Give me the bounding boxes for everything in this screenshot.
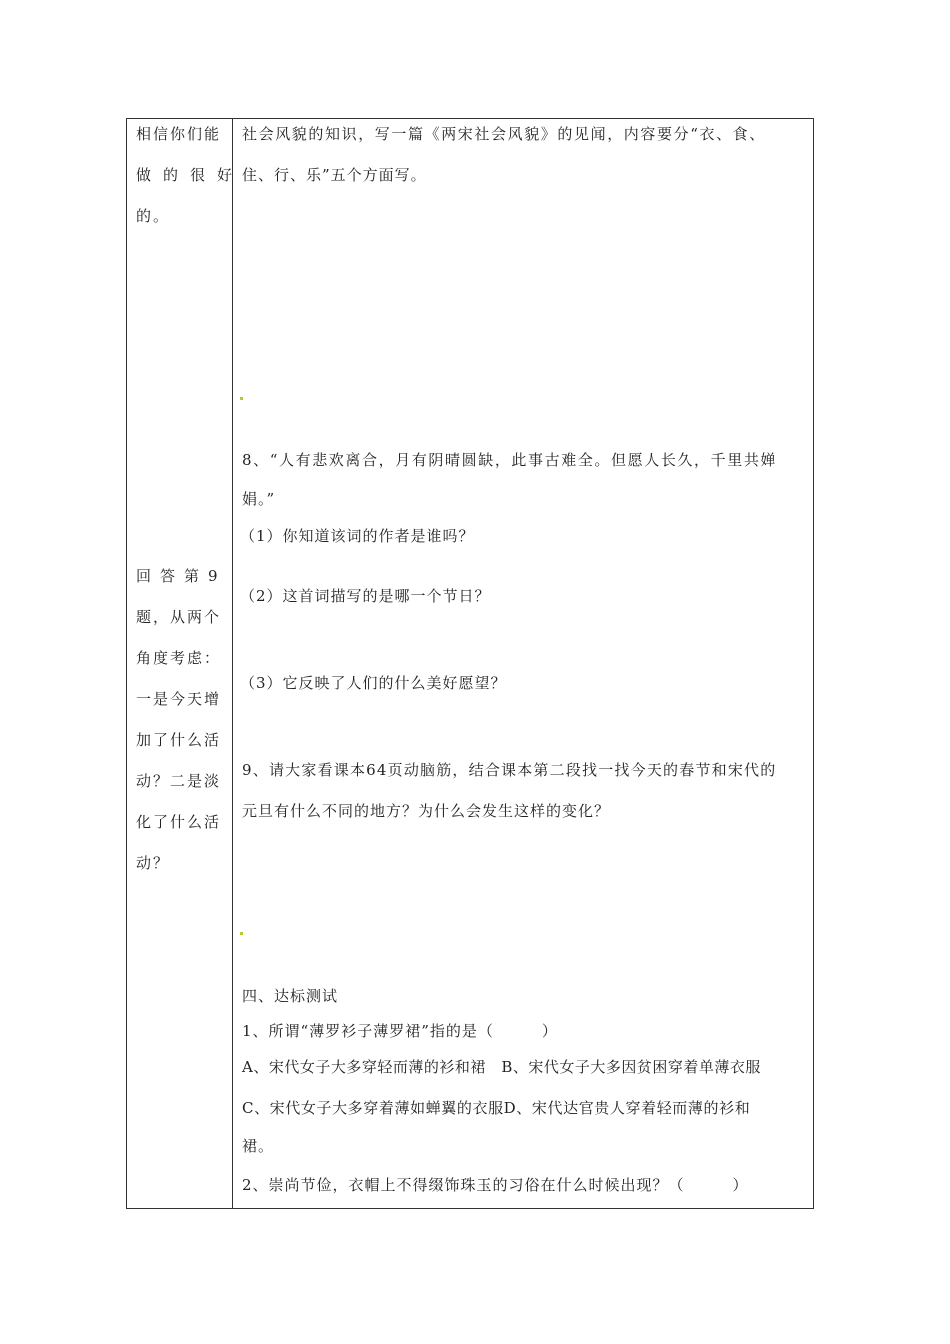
note2-line7: 化了什么活: [136, 813, 222, 831]
note1-line2: 做的很好: [136, 166, 245, 184]
q8-quote-line2: 娟。”: [242, 490, 276, 508]
q1-options-line1: A、宋代女子大多穿轻而薄的衫和裙 B、宋代女子大多因贫困穿着单薄衣服: [242, 1058, 761, 1076]
note2-line6: 动？二是淡: [136, 772, 222, 790]
q7-line1: 社会风貌的知识，写一篇《两宋社会风貌》的见闻，内容要分“衣、食、: [242, 125, 766, 143]
note1-line1: 相信你们能: [136, 125, 222, 143]
green-marker: [240, 932, 243, 935]
note2-line4: 一是今天增: [136, 690, 222, 708]
q9-line2: 元旦有什么不同的地方？为什么会发生这样的变化？: [242, 802, 611, 820]
note1-line3: 的。: [136, 207, 171, 225]
column-divider: [232, 119, 233, 1208]
q8-quote-line1: 8、“人有悲欢离合，月有阴晴圆缺，此事古难全。但愿人长久，千里共婵: [242, 451, 778, 469]
section4-heading: 四、达标测试: [242, 987, 339, 1005]
note2-line5: 加了什么活: [136, 731, 222, 749]
green-marker: [240, 397, 243, 400]
q1-options-line2: C、宋代女子大多穿着薄如蝉翼的衣服D、宋代达官贵人穿着轻而薄的衫和: [242, 1099, 751, 1117]
note2-line3: 角度考虑：: [136, 649, 222, 667]
q9-line1: 9、请大家看课本64页动脑筋，结合课本第二段找一找今天的春节和宋代的: [242, 761, 777, 779]
note2-line2: 题，从两个: [136, 608, 222, 626]
q8-sub1: （1）你知道该词的作者是谁吗？: [240, 527, 475, 545]
note2-line8: 动？: [136, 854, 171, 872]
q1-options-line3: 裙。: [242, 1137, 275, 1155]
q7-line2: 住、行、乐”五个方面写。: [242, 166, 427, 184]
note2-line1: 回答第9: [136, 567, 227, 585]
q8-sub3: （3）它反映了人们的什么美好愿望？: [240, 674, 507, 692]
worksheet-table: [126, 118, 814, 1209]
q2-stem: 2、崇尚节俭，衣帽上不得缀饰珠玉的习俗在什么时候出现？（ ）: [242, 1176, 749, 1194]
q8-sub2: （2）这首词描写的是哪一个节日？: [240, 587, 491, 605]
q1-stem: 1、所谓“薄罗衫子薄罗裙”指的是（ ）: [242, 1022, 558, 1040]
